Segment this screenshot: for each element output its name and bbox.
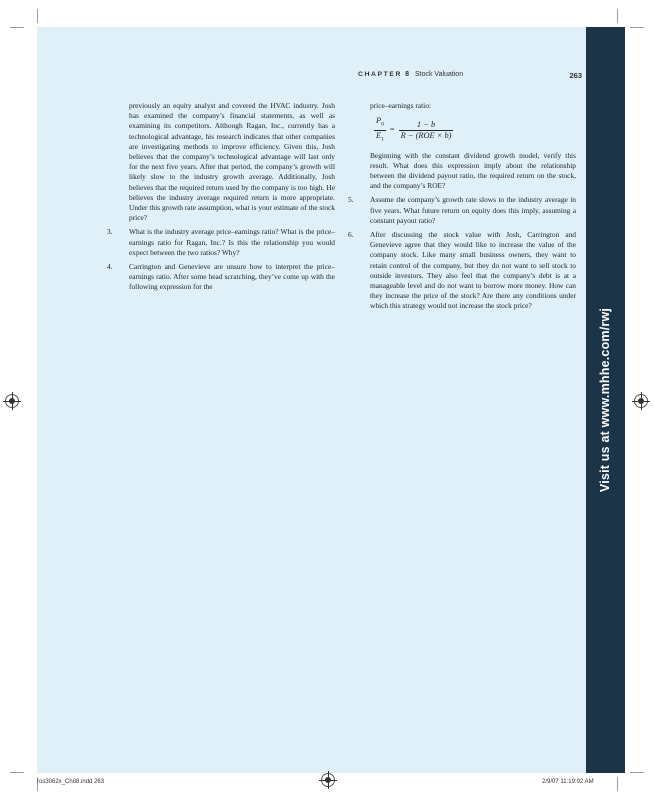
left-column (107, 101, 335, 293)
chapter-label: CHAPTER (358, 71, 403, 78)
registration-mark-icon (5, 394, 19, 408)
question-text: Carrington and Genevieve are unsure how to interpret the price–earnings ratio. After some head scratching, they’ve come up with the following expression for the (129, 262, 335, 292)
crop-mark (617, 9, 618, 23)
continuation-text: price–earnings ratio: (370, 101, 431, 110)
formula-equals: = (389, 125, 395, 135)
formula-explanation: Beginning with the constant dividend growth model, verify this result. What does this expression imply about the relationship between the dividend payout ratio, the required return on the stock, and the company’s ROE? (370, 150, 576, 191)
formula-lhs-numerator-sub: 0 (381, 121, 384, 128)
formula-lhs-numerator: P (376, 116, 382, 126)
formula-lhs-denominator-sub: 1 (381, 136, 384, 143)
intro-paragraph: previously an equity analyst and covered the HVAC industry. Josh has examined the company’s financial statements, as well as examining its competitors. Although Ragan, Inc., currently has a technological advantage, his research indicates that other companies are investigating methods to improve efficiency. Given this, Josh believes that the company’s technological advantage will last only for the next five years. After that period, the company’s growth will likely slow to the industry growth average. Additionally, Josh believes that the required return used by the company is too high. He believes the industry average required return is more appropriate. Under this growth rate assumption, what is your estimate of the stock price? (129, 101, 335, 223)
formula-rhs-numerator: 1 − b (399, 120, 453, 131)
right-column (348, 101, 576, 312)
crop-mark (10, 772, 24, 773)
sidebar-website-text: Visit us at www.mhhe.com/rwj (598, 307, 612, 493)
registration-mark-icon (321, 773, 335, 787)
question-text: What is the industry average price–earnings ratio? What is the price–earnings ratio for Ragan, Inc.? Is this the relationship you would expect between the two ratios? Why? (129, 227, 335, 257)
question-item (348, 195, 576, 226)
chapter-title: Stock Valuation (414, 71, 464, 78)
footer-file-name: ros3062x_Ch08.indd 263 (37, 779, 105, 785)
question-item (107, 227, 335, 258)
formula-rhs (399, 120, 454, 141)
running-header (358, 71, 582, 83)
chapter-number: 8 (405, 71, 409, 78)
question-number: 6. (348, 229, 354, 239)
footer-timestamp: 2/9/07 11:19:02 AM (542, 779, 594, 785)
crop-mark (630, 27, 644, 28)
crop-mark (617, 777, 618, 791)
question-text: Assume the company’s growth rate slows to the industry average in five years. What future return on equity does this imply, assuming a constant payout ratio? (370, 195, 576, 225)
question-number: 5. (348, 195, 354, 205)
formula-lhs (374, 116, 386, 144)
crop-mark (630, 772, 644, 773)
question-number: 3. (107, 227, 113, 237)
question-item (348, 229, 576, 312)
question-number: 4. (107, 262, 113, 272)
pe-ratio-formula (374, 116, 576, 144)
question-text: After discussing the stock value with Josh, Carrington and Genevieve agree that they would like to increase the value of the company stock. Like many small business owners, they want to retain control of the company, but they do not want to sell stock to outside investors. They also feel that the company’s debt is at a manageable level and do not want to borrow more money. How can they increase the price of the stock? Are there any conditions under which this strategy would not increase the stock price? (370, 229, 576, 311)
crop-mark (37, 9, 38, 23)
crop-mark (10, 27, 24, 28)
question-item (107, 262, 335, 293)
page-number: 263 (569, 71, 582, 80)
registration-mark-icon (634, 394, 648, 408)
formula-lhs-denominator: E (376, 130, 382, 140)
formula-rhs-denominator: R − (ROE × b) (400, 130, 452, 140)
